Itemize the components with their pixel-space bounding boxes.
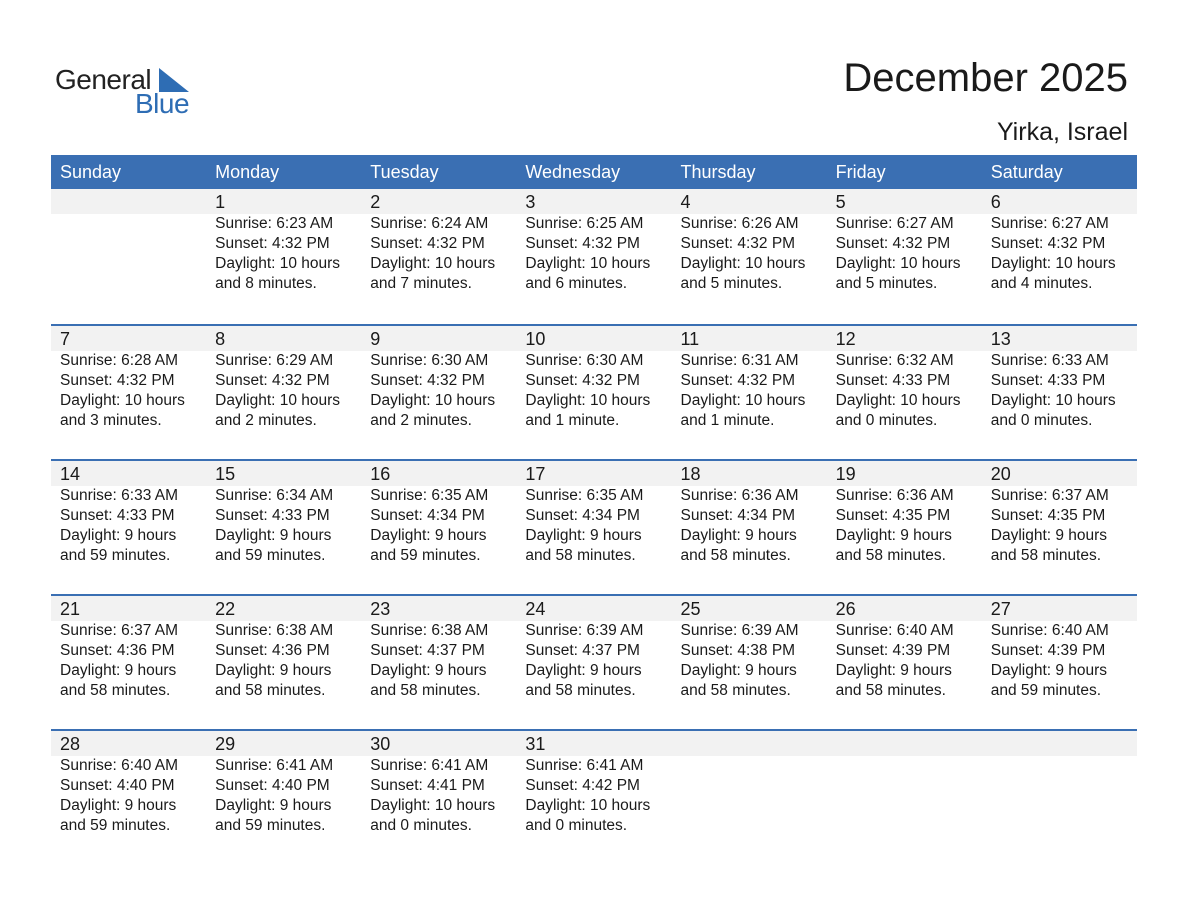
daylight-hours: Daylight: 10 hours	[370, 797, 496, 814]
daylight-minutes: and 0 minutes.	[525, 817, 628, 834]
daylight-minutes: and 2 minutes.	[370, 412, 472, 429]
sunrise-time: Sunrise: 6:30 AM	[370, 352, 489, 369]
daylight-hours: Daylight: 9 hours	[215, 662, 332, 679]
sunrise-time: Sunrise: 6:23 AM	[215, 215, 334, 232]
day-number: 26	[835, 599, 856, 619]
daylight-hours: Daylight: 9 hours	[215, 527, 332, 544]
sunrise-time: Sunrise: 6:41 AM	[525, 757, 644, 774]
sunrise-time: Sunrise: 6:38 AM	[215, 622, 334, 639]
day-number: 6	[990, 192, 1001, 212]
sunrise-time: Sunrise: 6:27 AM	[835, 215, 954, 232]
daylight-hours: Daylight: 10 hours	[60, 392, 185, 409]
day-cell	[827, 189, 982, 294]
daylight-minutes: and 58 minutes.	[835, 682, 946, 699]
day-number: 31	[525, 734, 546, 754]
day-number: 19	[835, 464, 856, 484]
sunset-time: Sunset: 4:35 PM	[990, 507, 1106, 524]
daylight-minutes: and 8 minutes.	[215, 275, 317, 292]
sunrise-time: Sunrise: 6:29 AM	[215, 352, 334, 369]
sunset-time: Sunset: 4:32 PM	[525, 235, 640, 252]
day-number: 20	[990, 464, 1011, 484]
logo-text-blue: Blue	[135, 88, 190, 119]
brand-logo	[55, 64, 205, 120]
daylight-minutes: and 7 minutes.	[370, 275, 472, 292]
daylight-hours: Daylight: 9 hours	[990, 527, 1108, 544]
daylight-minutes: and 0 minutes.	[835, 412, 938, 429]
daylight-hours: Daylight: 10 hours	[990, 392, 1116, 409]
daylight-minutes: and 58 minutes.	[680, 547, 791, 564]
day-cell	[516, 189, 671, 294]
sunset-time: Sunset: 4:33 PM	[60, 507, 175, 524]
daylight-hours: Daylight: 10 hours	[990, 255, 1116, 272]
day-cell	[361, 461, 516, 566]
sunrise-time: Sunrise: 6:40 AM	[60, 757, 179, 774]
sunset-time: Sunset: 4:33 PM	[990, 372, 1106, 389]
daylight-minutes: and 0 minutes.	[370, 817, 472, 834]
sunset-time: Sunset: 4:32 PM	[835, 235, 951, 252]
sunrise-time: Sunrise: 6:39 AM	[525, 622, 644, 639]
daylight-minutes: and 58 minutes.	[215, 682, 326, 699]
day-cell	[672, 326, 827, 431]
sunrise-time: Sunrise: 6:37 AM	[990, 487, 1109, 504]
day-cell	[982, 596, 1137, 701]
daylight-hours: Daylight: 9 hours	[370, 662, 487, 679]
daylight-hours: Daylight: 10 hours	[525, 255, 651, 272]
day-number: 18	[680, 464, 701, 484]
sunrise-time: Sunrise: 6:26 AM	[680, 215, 799, 232]
day-number: 11	[680, 329, 700, 349]
daylight-minutes: and 1 minute.	[525, 412, 620, 429]
day-number: 30	[370, 734, 391, 754]
daylight-hours: Daylight: 10 hours	[835, 255, 961, 272]
daylight-minutes: and 0 minutes.	[990, 412, 1093, 429]
page-title: December 2025	[843, 56, 1128, 100]
sunrise-time: Sunrise: 6:39 AM	[680, 622, 799, 639]
day-cell	[206, 189, 361, 294]
day-number: 5	[835, 192, 846, 212]
calendar-grid	[51, 189, 1137, 864]
week-row	[51, 594, 1137, 729]
sunset-time: Sunset: 4:37 PM	[525, 642, 640, 659]
sunrise-time: Sunrise: 6:34 AM	[215, 487, 334, 504]
sunset-time: Sunset: 4:32 PM	[370, 372, 485, 389]
sunrise-time: Sunrise: 6:40 AM	[990, 622, 1109, 639]
sunrise-time: Sunrise: 6:35 AM	[525, 487, 644, 504]
sunset-time: Sunset: 4:32 PM	[370, 235, 485, 252]
daylight-hours: Daylight: 9 hours	[60, 797, 177, 814]
day-number: 7	[60, 329, 71, 349]
sunset-time: Sunset: 4:32 PM	[215, 372, 330, 389]
sunset-time: Sunset: 4:34 PM	[370, 507, 485, 524]
sunrise-time: Sunrise: 6:33 AM	[60, 487, 179, 504]
sunset-time: Sunset: 4:32 PM	[60, 372, 175, 389]
daylight-hours: Daylight: 9 hours	[835, 527, 952, 544]
empty-day-cell	[827, 731, 982, 836]
daylight-minutes: and 59 minutes.	[60, 817, 171, 834]
daylight-hours: Daylight: 9 hours	[680, 662, 797, 679]
day-cell	[672, 596, 827, 701]
daylight-hours: Daylight: 9 hours	[370, 527, 487, 544]
sunrise-time: Sunrise: 6:36 AM	[835, 487, 954, 504]
daylight-hours: Daylight: 9 hours	[60, 527, 177, 544]
sunrise-time: Sunrise: 6:38 AM	[370, 622, 489, 639]
logo-text-general: General	[55, 64, 152, 95]
daylight-hours: Daylight: 10 hours	[370, 392, 496, 409]
sunrise-time: Sunrise: 6:35 AM	[370, 487, 489, 504]
day-cell	[206, 326, 361, 431]
daylight-hours: Daylight: 9 hours	[990, 662, 1108, 679]
sunset-time: Sunset: 4:40 PM	[60, 777, 175, 794]
day-number: 21	[60, 599, 81, 619]
sunrise-time: Sunrise: 6:40 AM	[835, 622, 954, 639]
day-cell	[51, 326, 206, 431]
day-number: 12	[835, 329, 856, 349]
sunset-time: Sunset: 4:34 PM	[680, 507, 796, 524]
day-number: 27	[990, 599, 1011, 619]
sunset-time: Sunset: 4:32 PM	[990, 235, 1106, 252]
day-cell	[827, 596, 982, 701]
day-number: 3	[525, 192, 536, 212]
sunset-time: Sunset: 4:32 PM	[680, 235, 796, 252]
day-number: 13	[990, 329, 1011, 349]
day-cell	[206, 596, 361, 701]
week-row	[51, 189, 1137, 324]
day-cell	[51, 731, 206, 836]
daylight-minutes: and 58 minutes.	[990, 547, 1102, 564]
day-cell	[982, 189, 1137, 294]
day-number: 8	[215, 329, 226, 349]
sunset-time: Sunset: 4:42 PM	[525, 777, 640, 794]
daylight-minutes: and 2 minutes.	[215, 412, 317, 429]
weekday-tuesday: Tuesday	[370, 162, 439, 182]
day-cell	[516, 596, 671, 701]
day-cell	[982, 326, 1137, 431]
week-row	[51, 324, 1137, 459]
daylight-minutes: and 59 minutes.	[370, 547, 481, 564]
day-number: 29	[215, 734, 236, 754]
day-cell	[361, 731, 516, 836]
empty-day-cell	[51, 189, 206, 294]
sunset-time: Sunset: 4:40 PM	[215, 777, 330, 794]
day-number: 25	[680, 599, 701, 619]
day-cell	[206, 461, 361, 566]
weekday-monday: Monday	[215, 162, 280, 182]
day-number: 2	[370, 192, 381, 212]
day-number: 10	[525, 329, 546, 349]
weekday-friday: Friday	[835, 162, 886, 182]
day-number: 9	[370, 329, 381, 349]
daylight-minutes: and 58 minutes.	[60, 682, 171, 699]
sunset-time: Sunset: 4:37 PM	[370, 642, 485, 659]
day-cell	[361, 596, 516, 701]
sunset-time: Sunset: 4:41 PM	[370, 777, 485, 794]
sunset-time: Sunset: 4:33 PM	[215, 507, 330, 524]
daylight-hours: Daylight: 10 hours	[835, 392, 961, 409]
week-row	[51, 459, 1137, 594]
sunrise-time: Sunrise: 6:31 AM	[680, 352, 799, 369]
sunrise-time: Sunrise: 6:33 AM	[990, 352, 1109, 369]
sunset-time: Sunset: 4:36 PM	[60, 642, 175, 659]
daylight-minutes: and 1 minute.	[680, 412, 775, 429]
daylight-hours: Daylight: 10 hours	[680, 255, 806, 272]
sunset-time: Sunset: 4:32 PM	[215, 235, 330, 252]
sunset-time: Sunset: 4:39 PM	[835, 642, 951, 659]
sunset-time: Sunset: 4:39 PM	[990, 642, 1106, 659]
sunset-time: Sunset: 4:32 PM	[680, 372, 796, 389]
day-cell	[672, 461, 827, 566]
day-cell	[827, 326, 982, 431]
sunrise-time: Sunrise: 6:25 AM	[525, 215, 644, 232]
day-cell	[672, 189, 827, 294]
day-number: 22	[215, 599, 236, 619]
day-cell	[827, 461, 982, 566]
weekday-thursday: Thursday	[680, 162, 756, 182]
day-number: 1	[215, 192, 226, 212]
day-cell	[982, 461, 1137, 566]
sunset-time: Sunset: 4:36 PM	[215, 642, 330, 659]
day-cell	[361, 326, 516, 431]
daylight-minutes: and 58 minutes.	[525, 547, 636, 564]
daylight-hours: Daylight: 9 hours	[525, 527, 642, 544]
daylight-hours: Daylight: 9 hours	[525, 662, 642, 679]
weekday-saturday: Saturday	[990, 162, 1063, 182]
sunset-time: Sunset: 4:32 PM	[525, 372, 640, 389]
sunrise-time: Sunrise: 6:32 AM	[835, 352, 954, 369]
day-number: 4	[680, 192, 691, 212]
sunrise-time: Sunrise: 6:28 AM	[60, 352, 179, 369]
week-row	[51, 729, 1137, 864]
sunrise-time: Sunrise: 6:27 AM	[990, 215, 1109, 232]
day-cell	[361, 189, 516, 294]
daylight-hours: Daylight: 9 hours	[60, 662, 177, 679]
day-cell	[206, 731, 361, 836]
day-number: 14	[60, 464, 81, 484]
sunrise-time: Sunrise: 6:24 AM	[370, 215, 489, 232]
daylight-minutes: and 58 minutes.	[525, 682, 636, 699]
sunset-time: Sunset: 4:33 PM	[835, 372, 951, 389]
sunrise-time: Sunrise: 6:41 AM	[215, 757, 334, 774]
day-number: 28	[60, 734, 81, 754]
daylight-hours: Daylight: 9 hours	[835, 662, 952, 679]
daylight-hours: Daylight: 10 hours	[525, 392, 651, 409]
daylight-minutes: and 59 minutes.	[60, 547, 171, 564]
day-cell	[516, 326, 671, 431]
daylight-hours: Daylight: 9 hours	[680, 527, 797, 544]
sunrise-time: Sunrise: 6:30 AM	[525, 352, 644, 369]
weekday-wednesday: Wednesday	[525, 162, 621, 182]
sunrise-time: Sunrise: 6:36 AM	[680, 487, 799, 504]
daylight-minutes: and 59 minutes.	[215, 547, 326, 564]
daylight-hours: Daylight: 9 hours	[215, 797, 332, 814]
sunset-time: Sunset: 4:34 PM	[525, 507, 640, 524]
daylight-minutes: and 59 minutes.	[990, 682, 1102, 699]
daylight-hours: Daylight: 10 hours	[370, 255, 496, 272]
sunset-time: Sunset: 4:38 PM	[680, 642, 796, 659]
day-number: 24	[525, 599, 546, 619]
daylight-minutes: and 58 minutes.	[835, 547, 946, 564]
day-cell	[516, 731, 671, 836]
empty-day-cell	[982, 731, 1137, 836]
daylight-minutes: and 58 minutes.	[370, 682, 481, 699]
day-number: 16	[370, 464, 391, 484]
day-cell	[51, 461, 206, 566]
daylight-minutes: and 5 minutes.	[835, 275, 938, 292]
daylight-minutes: and 58 minutes.	[680, 682, 791, 699]
weekday-sunday: Sunday	[60, 162, 122, 182]
sunset-time: Sunset: 4:35 PM	[835, 507, 951, 524]
empty-day-cell	[672, 731, 827, 836]
daylight-hours: Daylight: 10 hours	[215, 392, 341, 409]
daylight-minutes: and 4 minutes.	[990, 275, 1093, 292]
sunrise-time: Sunrise: 6:41 AM	[370, 757, 489, 774]
daylight-minutes: and 6 minutes.	[525, 275, 628, 292]
day-number: 23	[370, 599, 391, 619]
day-cell	[51, 596, 206, 701]
day-number: 17	[525, 464, 546, 484]
day-cell	[516, 461, 671, 566]
daylight-minutes: and 59 minutes.	[215, 817, 326, 834]
day-number: 15	[215, 464, 236, 484]
daylight-hours: Daylight: 10 hours	[680, 392, 806, 409]
daylight-minutes: and 5 minutes.	[680, 275, 783, 292]
daylight-hours: Daylight: 10 hours	[215, 255, 341, 272]
daylight-hours: Daylight: 10 hours	[525, 797, 651, 814]
weekday-header	[51, 155, 1137, 189]
sunrise-time: Sunrise: 6:37 AM	[60, 622, 179, 639]
location-label: Yirka, Israel	[996, 118, 1128, 146]
daylight-minutes: and 3 minutes.	[60, 412, 162, 429]
